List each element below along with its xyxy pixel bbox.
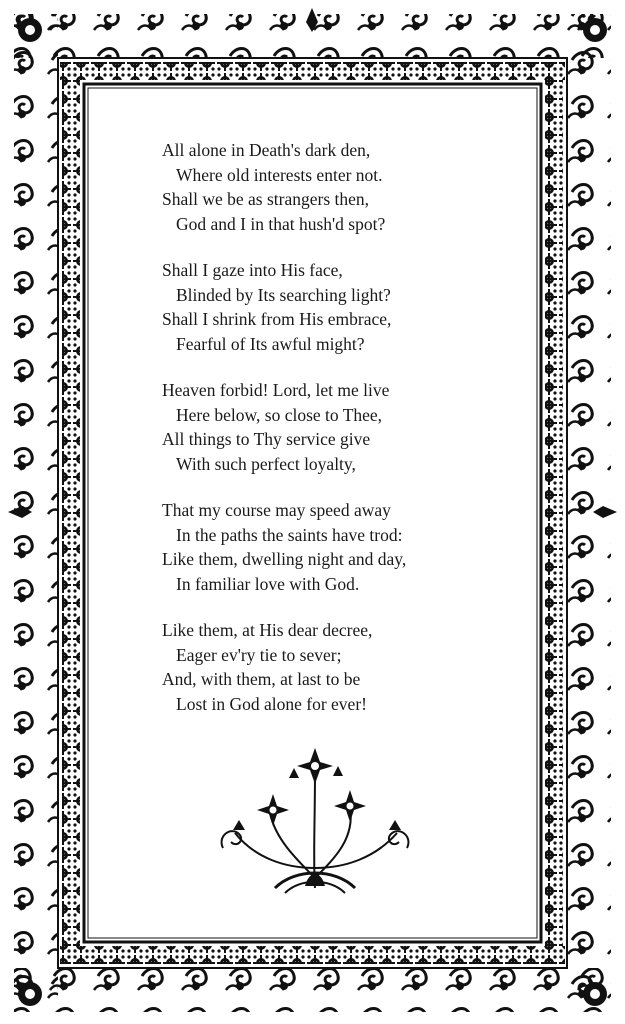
- floral-bouquet-icon: [205, 738, 425, 898]
- poem-line: Where old interests enter not.: [176, 164, 383, 185]
- poem-line: That my course may speed away: [162, 500, 391, 520]
- poem-line: Blinded by Its searching light?: [176, 284, 391, 305]
- poem-line: Heaven forbid! Lord, let me live: [162, 380, 390, 400]
- poem-line: Fearful of Its awful might?: [176, 333, 365, 354]
- poem-line: All things to Thy service give: [162, 429, 371, 449]
- poem-line: Like them, dwelling night and day,: [162, 549, 407, 569]
- poem-line: Eager ev'ry tie to sever;: [176, 644, 342, 665]
- poem-line: Lost in God alone for ever!: [176, 693, 367, 714]
- stanza: [162, 498, 462, 596]
- poem-line: In the paths the saints have trod:: [176, 524, 403, 545]
- poem-line: In familiar love with God.: [176, 573, 360, 594]
- poem-line: With such perfect loyalty,: [176, 453, 356, 474]
- stanza: [162, 138, 462, 236]
- poem-line: And, with them, at last to be: [162, 669, 361, 689]
- poem-line: Like them, at His dear decree,: [162, 620, 373, 640]
- poem-line: Shall I gaze into His face,: [162, 260, 343, 280]
- poem-line: Shall I shrink from His embrace,: [162, 309, 392, 329]
- stanza: [162, 618, 462, 716]
- stanza: [162, 258, 462, 356]
- poem-line: Shall we be as strangers then,: [162, 189, 370, 209]
- poem-line: God and I in that hush'd spot?: [176, 213, 386, 234]
- poem-line: Here below, so close to Thee,: [176, 404, 383, 425]
- poem: [162, 138, 462, 738]
- stanza: [162, 378, 462, 476]
- poem-line: All alone in Death's dark den,: [162, 140, 371, 160]
